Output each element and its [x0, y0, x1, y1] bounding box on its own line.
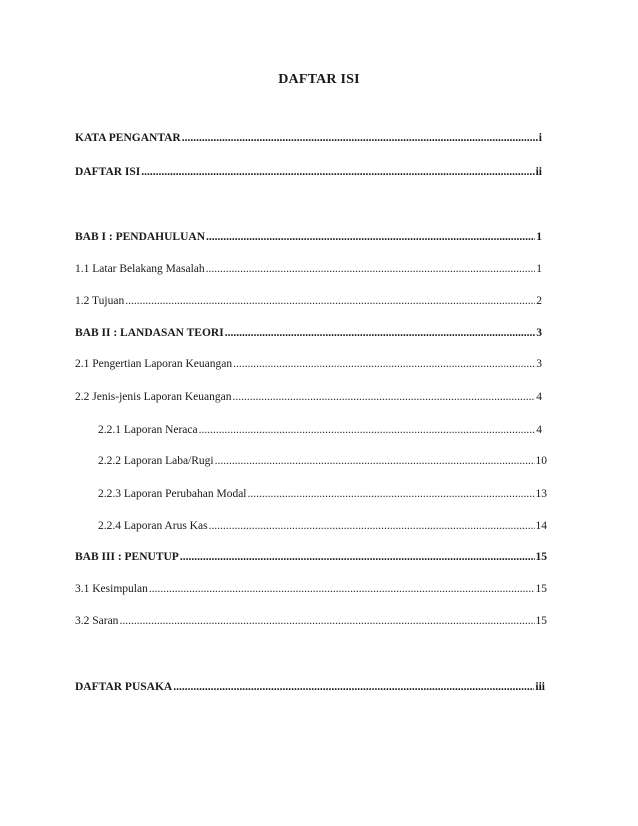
toc-page-number: 4 — [536, 391, 542, 403]
toc-page-number: 1 — [536, 231, 542, 243]
toc-entry-label: BAB II : LANDASAN TEORI — [75, 327, 224, 339]
toc-page-number: 14 — [535, 520, 547, 532]
dot-leader — [182, 131, 538, 145]
toc-entry-3-2 — [75, 614, 547, 628]
toc-entry-3-1 — [75, 582, 547, 596]
toc-entry-2-2 — [75, 390, 542, 404]
toc-page-number: 4 — [536, 424, 542, 436]
toc-entry-2-2-3 — [98, 487, 547, 501]
dot-leader — [119, 614, 534, 628]
toc-entry-label: 2.2.1 Laporan Neraca — [98, 424, 198, 436]
dot-leader — [233, 357, 535, 371]
toc-page-number: 3 — [536, 327, 542, 339]
dot-leader — [173, 680, 534, 694]
toc-page-number: 15 — [535, 615, 547, 627]
dot-leader — [141, 165, 534, 179]
toc-entry-label: 1.1 Latar Belakang Masalah — [75, 263, 205, 275]
toc-entry-label: DAFTAR ISI — [75, 166, 141, 178]
dot-leader — [149, 582, 535, 596]
toc-page-number: 15 — [535, 551, 547, 563]
toc-entry-bab-3 — [75, 550, 547, 564]
toc-entry-kata-pengantar — [75, 131, 542, 145]
toc-entry-label: 2.1 Pengertian Laporan Keuangan — [75, 358, 233, 370]
toc-entry-label: BAB I : PENDAHULUAN — [75, 231, 206, 243]
toc-entry-2-2-2 — [98, 454, 547, 468]
toc-entry-label: 2.2.3 Laporan Perubahan Modal — [98, 488, 247, 500]
dot-leader — [232, 390, 535, 404]
page-title: DAFTAR ISI — [278, 72, 360, 87]
toc-page-number: 3 — [536, 358, 542, 370]
toc-page-number: 1 — [536, 263, 542, 275]
toc-entry-bab-1 — [75, 230, 542, 244]
toc-entry-bab-2 — [75, 326, 542, 340]
toc-entry-1-1 — [75, 262, 542, 276]
toc-entry-label: 2.2 Jenis-jenis Laporan Keuangan — [75, 391, 232, 403]
toc-entry-label: BAB III : PENUTUP — [75, 551, 179, 563]
toc-page-number: iii — [535, 681, 545, 693]
toc-page-number: 2 — [536, 295, 542, 307]
toc-page-number: 13 — [535, 488, 547, 500]
toc-entry-label: DAFTAR PUSAKA — [75, 681, 173, 693]
toc-entry-label: KATA PENGANTAR — [75, 132, 181, 144]
toc-entry-label: 1.2 Tujuan — [75, 295, 125, 307]
toc-entry-daftar-pusaka — [75, 680, 545, 694]
toc-page-number: 10 — [535, 455, 547, 467]
dot-leader — [215, 454, 535, 468]
dot-leader — [206, 230, 535, 244]
dot-leader — [125, 294, 535, 308]
dot-leader — [225, 326, 536, 340]
toc-entry-2-2-1 — [98, 423, 542, 437]
dot-leader — [199, 423, 536, 437]
dot-leader — [206, 262, 536, 276]
toc-page-number: 15 — [535, 583, 547, 595]
toc-entry-daftar-isi — [75, 165, 542, 179]
toc-entry-1-2 — [75, 294, 542, 308]
toc-entry-label: 2.2.2 Laporan Laba/Rugi — [98, 455, 214, 467]
toc-entry-label: 2.2.4 Laporan Arus Kas — [98, 520, 208, 532]
toc-page-number: i — [538, 132, 542, 144]
dot-leader — [180, 550, 535, 564]
dot-leader — [209, 519, 535, 533]
dot-leader — [248, 487, 535, 501]
toc-entry-2-1 — [75, 357, 542, 371]
toc-page-number: ii — [535, 166, 542, 178]
toc-entry-2-2-4 — [98, 519, 547, 533]
toc-entry-label: 3.1 Kesimpulan — [75, 583, 148, 595]
toc-entry-label: 3.2 Saran — [75, 615, 119, 627]
